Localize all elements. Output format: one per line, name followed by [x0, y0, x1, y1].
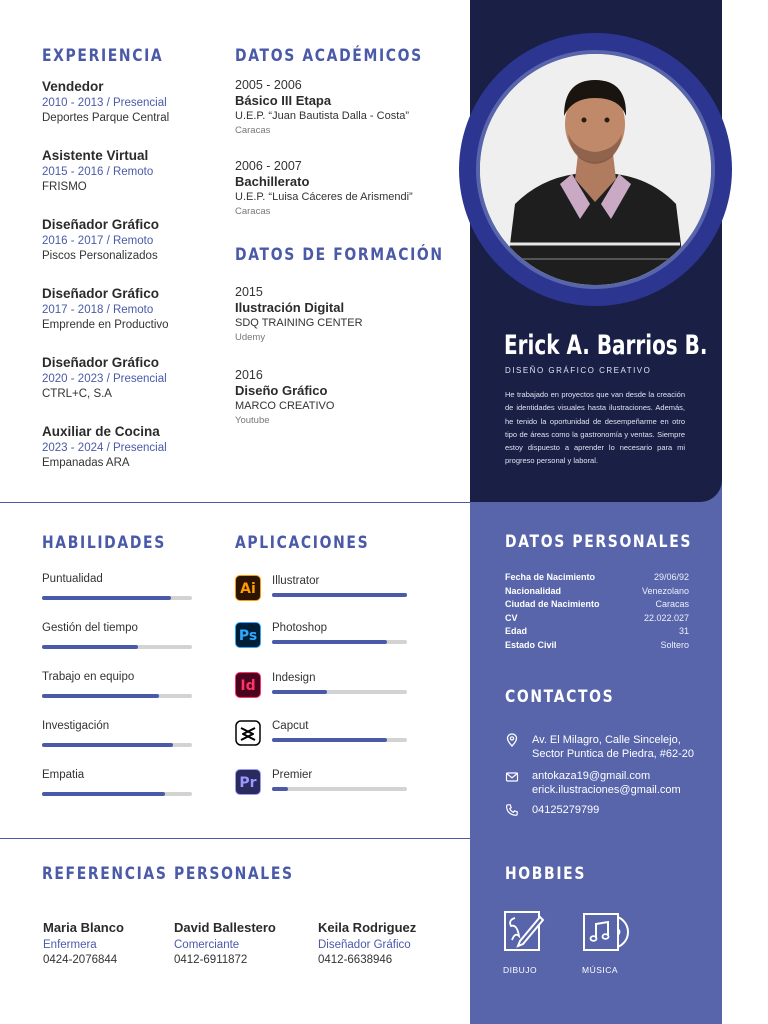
training-year: 2015	[235, 285, 263, 299]
app-bar-fill	[272, 690, 327, 694]
app-label: Photoshop	[272, 622, 327, 634]
skill-bar-fill	[42, 792, 165, 796]
experience-role: Diseñador Gráfico	[42, 286, 160, 301]
experience-date: 2015 - 2016 / Remoto	[42, 166, 154, 178]
hobby-drawing-label: DIBUJO	[503, 965, 538, 975]
skill-bar-fill	[42, 743, 173, 747]
experience-item	[42, 148, 222, 193]
app-item	[235, 672, 410, 712]
personal-data-key: Ciudad de Nacimiento	[505, 599, 600, 610]
training-city: Udemy	[235, 332, 266, 343]
mail-icon	[505, 770, 519, 784]
academic-year: 2005 - 2006	[235, 78, 302, 92]
academic-city: Caracas	[235, 206, 271, 217]
skill-item	[42, 573, 192, 600]
profile-about: He trabajado en proyectos que van desde la creación de identidades visuales hasta ilustraciones. Además, he tenido la oportunidad de desempeñarme en otro tipo de áreas como la gastronomía y ventas. Siempre estoy dispuesto a aprender lo necesario para mi progreso personal y laboral.	[505, 390, 685, 466]
divider-bottom	[0, 838, 470, 839]
references-title: REFERENCIAS PERSONALES	[42, 864, 294, 884]
academic-title: DATOS ACADÉMICOS	[235, 46, 423, 66]
experience-item	[42, 79, 222, 124]
reference-phone: 0412-6638946	[318, 954, 393, 966]
reference-phone: 0412-6911872	[174, 954, 248, 966]
training-degree: Diseño Gráfico	[235, 383, 328, 398]
personal-data-key: Nacionalidad	[505, 585, 562, 596]
personal-data-key: Estado Civil	[505, 640, 557, 650]
location-pin-icon	[505, 733, 519, 747]
reference-job: Enfermera	[43, 939, 97, 951]
phone-number[interactable]: 04125279799	[532, 804, 600, 816]
experience-company: Deportes Parque Central	[42, 112, 170, 124]
hobbies-title: HOBBIES	[505, 864, 587, 884]
personal-data-row	[505, 640, 689, 653]
profile-name: Erick A. Barrios B.	[504, 330, 708, 361]
app-bar-fill	[272, 640, 387, 644]
app-label: Illustrator	[272, 575, 320, 587]
skill-bar	[42, 596, 192, 600]
academic-item	[235, 78, 465, 136]
personal-data-value: 31	[678, 626, 689, 637]
personal-data-value: Venezolano	[641, 585, 689, 596]
app-item	[235, 769, 410, 809]
experience-role: Asistente Virtual	[42, 148, 149, 163]
skill-item	[42, 671, 192, 698]
training-item	[235, 285, 465, 343]
skill-bar	[42, 694, 192, 698]
experience-date: 2016 - 2017 / Remoto	[42, 235, 154, 247]
app-item	[235, 575, 410, 615]
app-bar-fill	[272, 787, 288, 791]
app-label: Capcut	[272, 720, 309, 732]
experience-date: 2017 - 2018 / Remoto	[42, 304, 154, 316]
academic-item	[235, 159, 465, 217]
skill-item	[42, 622, 192, 649]
skill-label: Investigación	[42, 720, 110, 732]
app-bar	[272, 738, 407, 742]
contact-address	[505, 733, 715, 763]
personal-title: DATOS PERSONALES	[505, 532, 693, 552]
hobby-drawing	[503, 910, 547, 975]
app-bar-fill	[272, 593, 407, 597]
experience-company: FRISMO	[42, 181, 87, 193]
experience-company: CTRL+C, S.A	[42, 388, 112, 400]
academic-degree: Básico III Etapa	[235, 93, 332, 108]
app-item	[235, 720, 410, 760]
app-bar	[272, 593, 407, 597]
premiere-icon: Pr	[235, 769, 261, 795]
personal-data-value: Soltero	[660, 640, 689, 650]
reference-job: Diseñador Gráfico	[318, 939, 411, 951]
training-item	[235, 368, 465, 426]
training-institution: SDQ TRAINING CENTER	[235, 317, 363, 329]
music-icon	[582, 910, 634, 954]
reference-name: David Ballestero	[174, 920, 276, 935]
profile-photo	[476, 50, 715, 289]
personal-data-row	[505, 599, 689, 612]
reference-item	[43, 920, 124, 966]
skill-bar	[42, 645, 192, 649]
email-1[interactable]: antokaza19@gmail.com	[532, 770, 651, 782]
divider-top	[0, 502, 470, 503]
skill-bar-fill	[42, 645, 138, 649]
reference-item	[174, 920, 276, 966]
training-degree: Ilustración Digital	[235, 300, 345, 315]
experience-title: EXPERIENCIA	[42, 46, 164, 66]
address-line-1: Av. El Milagro, Calle Sincelejo,	[532, 734, 681, 746]
email-2[interactable]: erick.ilustraciones@gmail.com	[532, 784, 681, 796]
profile-photo-frame	[459, 33, 732, 306]
reference-name: Maria Blanco	[43, 920, 124, 935]
skill-item	[42, 769, 192, 796]
photoshop-icon: Ps	[235, 622, 261, 648]
skill-label: Trabajo en equipo	[42, 671, 135, 683]
experience-date: 2023 - 2024 / Presencial	[42, 442, 167, 454]
personal-data-row	[505, 572, 689, 585]
skill-label: Puntualidad	[42, 573, 103, 585]
experience-company: Piscos Personalizados	[42, 250, 158, 262]
skill-label: Gestión del tiempo	[42, 622, 138, 634]
experience-item	[42, 355, 222, 400]
skills-title: HABILIDADES	[42, 533, 166, 553]
experience-item	[42, 286, 222, 331]
app-bar	[272, 690, 407, 694]
personal-data-row	[505, 613, 689, 626]
experience-date: 2020 - 2023 / Presencial	[42, 373, 167, 385]
indesign-icon: Id	[235, 672, 261, 698]
drawing-icon	[503, 910, 547, 954]
experience-role: Diseñador Gráfico	[42, 217, 160, 232]
reference-job: Comerciante	[174, 939, 240, 951]
experience-role: Vendedor	[42, 79, 104, 94]
personal-data-value: Caracas	[655, 599, 689, 610]
phone-icon	[505, 803, 519, 817]
hobby-music-label: MÚSICA	[582, 965, 619, 975]
skill-bar-fill	[42, 694, 159, 698]
illustrator-icon: Ai	[235, 575, 261, 601]
experience-item	[42, 424, 222, 469]
profile-subtitle: DISEÑO GRÁFICO CREATIVO	[505, 366, 652, 375]
person-illustration	[480, 54, 711, 285]
training-year: 2016	[235, 368, 263, 382]
personal-data-row	[505, 586, 689, 599]
contact-email	[505, 769, 715, 799]
experience-item	[42, 217, 222, 262]
academic-institution: U.E.P. “Luisa Cáceres de Arismendi”	[235, 191, 413, 203]
academic-institution: U.E.P. “Juan Bautista Dalla - Costa”	[235, 110, 410, 122]
experience-role: Diseñador Gráfico	[42, 355, 160, 370]
capcut-icon	[235, 720, 261, 746]
personal-data-key: CV	[505, 612, 518, 623]
training-title: DATOS DE FORMACIÓN	[235, 245, 444, 265]
experience-company: Empanadas ARA	[42, 457, 130, 469]
apps-title: APLICACIONES	[235, 533, 370, 553]
personal-data-value: 29/06/92	[653, 572, 689, 582]
academic-degree: Bachillerato	[235, 174, 310, 189]
academic-year: 2006 - 2007	[235, 159, 302, 173]
contacts-title: CONTACTOS	[505, 687, 615, 707]
experience-date: 2010 - 2013 / Presencial	[42, 97, 167, 109]
reference-item	[318, 920, 416, 966]
personal-data-value: 22.022.027	[643, 612, 689, 623]
personal-data-key: Fecha de Nacimiento	[505, 572, 596, 582]
hobby-music	[582, 910, 634, 975]
reference-phone: 0424-2076844	[43, 954, 118, 966]
app-bar-fill	[272, 738, 387, 742]
skill-bar	[42, 792, 192, 796]
experience-role: Auxiliar de Cocina	[42, 424, 160, 439]
skill-item	[42, 720, 192, 747]
app-label: Premier	[272, 769, 313, 781]
training-institution: MARCO CREATIVO	[235, 400, 335, 412]
address-line-2: Sector Puntica de Piedra, #62-20	[532, 748, 695, 760]
personal-data-row	[505, 626, 689, 639]
app-bar	[272, 787, 407, 791]
contact-phone	[505, 803, 715, 819]
academic-city: Caracas	[235, 125, 271, 136]
skill-bar-fill	[42, 596, 171, 600]
app-item	[235, 622, 410, 662]
personal-data-key: Edad	[505, 626, 528, 637]
app-label: Indesign	[272, 672, 316, 684]
reference-name: Keila Rodriguez	[318, 920, 417, 935]
experience-company: Emprende en Productivo	[42, 319, 169, 331]
skill-bar	[42, 743, 192, 747]
app-bar	[272, 640, 407, 644]
training-city: Youtube	[235, 415, 270, 426]
skill-label: Empatia	[42, 769, 85, 781]
